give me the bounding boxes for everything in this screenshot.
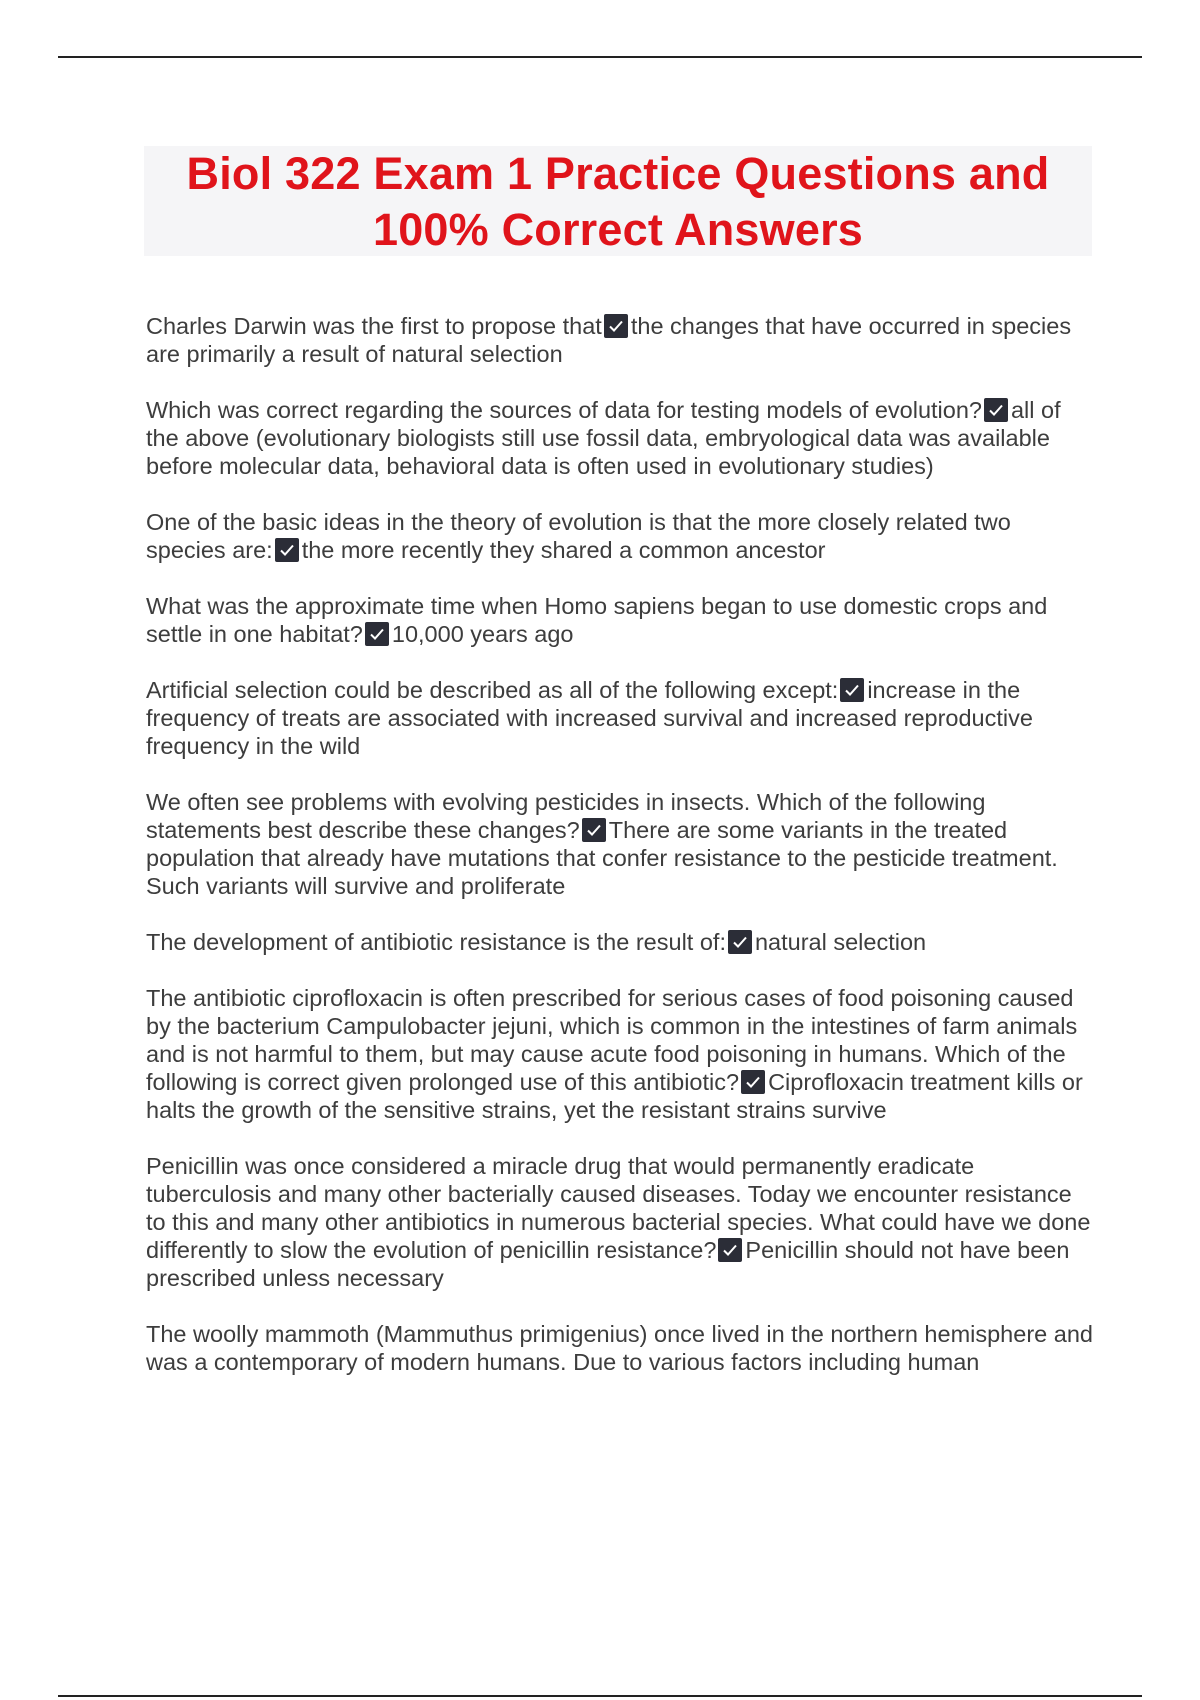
question-text: We often see problems with evolving pesticides in insects. Which of the following statements best describe these changes? [146,789,986,843]
check-box-icon [840,678,864,702]
question-text: One of the basic ideas in the theory of evolution is that the more closely related two species are: [146,509,1011,563]
qa-item [146,592,1096,648]
qa-item [146,508,1096,564]
qa-item [146,312,1096,368]
check-box-icon [582,818,606,842]
qa-item [146,788,1096,900]
question-text: Which was correct regarding the sources of data for testing models of evolution? [146,397,982,423]
question-text: The antibiotic ciprofloxacin is often prescribed for serious cases of food poisoning caused by the bacterium Campulobacter jejuni, which is common in the intestines of farm animals and is not harmful to them, but may cause acute food poisoning in humans. Which of the following is correct given prolonged use of this antibiotic? [146,985,1078,1095]
question-text: What was the approximate time when Homo sapiens began to use domestic crops and settle in one habitat? [146,593,1048,647]
answer-text: There are some variants in the treated population that already have mutations that confer resistance to the pesticide treatment. Such variants will survive and proliferate [146,817,1058,899]
answer-text: 10,000 years ago [391,621,574,647]
answer-text: all of the above (evolutionary biologists still use fossil data, embryological data was available before molecular data, behavioral data is often used in evolutionary studies) [146,397,1061,479]
question-answer-list [146,312,1096,1404]
answer-text: the changes that have occurred in species are primarily a result of natural selection [146,313,1072,367]
check-box-icon [741,1070,765,1094]
bottom-divider [58,1695,1142,1697]
answer-text: natural selection [754,929,927,955]
answer-text: the more recently they shared a common ancestor [301,537,826,563]
answer-text: Ciprofloxacin treatment kills or halts the growth of the sensitive strains, yet the resistant strains survive [146,1069,1083,1123]
check-box-icon [984,398,1008,422]
question-text: Artificial selection could be described as all of the following except: [146,677,839,703]
qa-item [146,1320,1096,1376]
check-box-icon [604,314,628,338]
answer-text: Penicillin should not have been prescribed unless necessary [146,1237,1070,1291]
check-box-icon [365,622,389,646]
qa-item [146,1152,1096,1292]
question-text: The woolly mammoth (Mammuthus primigenius) once lived in the northern hemisphere and was a contemporary of modern humans. Due to various factors including human [146,1321,1093,1375]
question-text: Charles Darwin was the first to propose that [146,313,602,339]
qa-item [146,676,1096,760]
check-box-icon [718,1238,742,1262]
qa-item [146,928,1096,956]
check-box-icon [728,930,752,954]
check-box-icon [275,538,299,562]
page-title-line-2: 100% Correct Answers [372,204,864,255]
top-divider [58,56,1142,58]
document-title-banner [144,146,1092,256]
page-title-line-1: Biol 322 Exam 1 Practice Questions and [186,148,1050,199]
qa-item [146,984,1096,1124]
question-text: The development of antibiotic resistance is the result of: [146,929,726,955]
qa-item [146,396,1096,480]
answer-text: increase in the frequency of treats are associated with increased survival and increased reproductive frequency in the wild [146,677,1033,759]
question-text: Penicillin was once considered a miracle drug that would permanently eradicate tuberculosis and many other bacterially caused diseases. Today we encounter resistance to this and many other antibiotics in numerous bacterial species. What could have we done differently to slow the evolution of penicillin resistance? [146,1153,1091,1263]
